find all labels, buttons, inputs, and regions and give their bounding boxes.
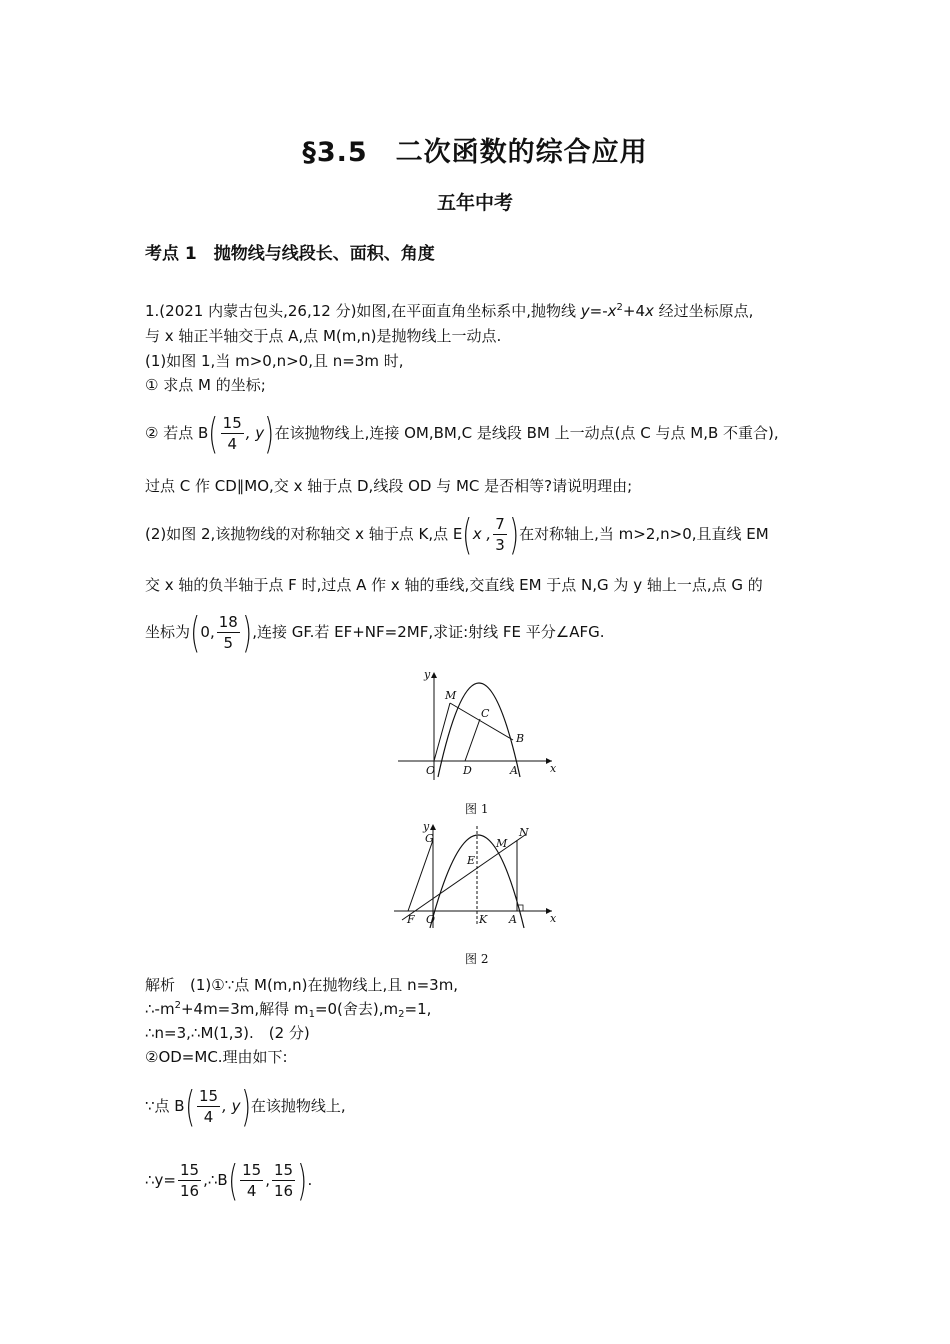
l7-x: x , — [472, 525, 492, 543]
problem-line-1-prefix: 1.(2021 内蒙古包头,26,12 分)如图,在平面直角坐标系中,抛物线 — [145, 302, 581, 320]
fraction-18-5 — [217, 612, 240, 653]
fig1-segment-cd — [465, 719, 480, 761]
frac-den: 5 — [223, 634, 234, 652]
fig1-label-a: A — [510, 764, 518, 777]
s5-tail: , y — [222, 1097, 241, 1115]
frac-den: 4 — [203, 1108, 214, 1126]
subtitle: 五年中考 — [436, 192, 513, 214]
problem-line-3: (1)如图 1,当 m>0,n>0,且 n=3m 时, — [145, 352, 404, 370]
figure-2-caption: 图 2 — [465, 952, 489, 966]
l5-tail: , y — [245, 424, 265, 442]
fraction-15-4 — [240, 1160, 263, 1201]
eq-x: x — [607, 302, 617, 320]
figure-1 — [390, 668, 560, 786]
problem-line-1 — [145, 301, 753, 321]
frac-num: 15 — [273, 1161, 294, 1179]
frac-num: 15 — [242, 1161, 262, 1179]
fraction-15-16 — [178, 1160, 201, 1201]
frac-num: 15 — [222, 414, 242, 432]
s5-pre: ∵点 B — [145, 1097, 185, 1115]
problem-line-1-suffix: 经过坐标原点, — [653, 302, 754, 320]
fig2-label-y: y — [423, 822, 430, 833]
s2-c: =0(舍去),m — [314, 1000, 399, 1018]
paren-close: ) — [240, 1081, 251, 1131]
paren-open: ( — [227, 1155, 238, 1205]
problem-line-9 — [145, 607, 605, 657]
paren-open: ( — [208, 408, 219, 458]
paren-open: ( — [184, 1081, 195, 1131]
fig2-label-k: K — [479, 913, 488, 926]
fig1-label-x: x — [550, 762, 557, 775]
fig1-label-y: y — [424, 668, 431, 681]
fig1-label-c: C — [481, 707, 490, 720]
s6-mid: ,∴B — [203, 1171, 228, 1189]
paren-close: ) — [264, 408, 275, 458]
s2-sup: 2 — [174, 1000, 181, 1011]
section-heading: 考点 1 抛物线与线段长、面积、角度 — [145, 244, 435, 264]
figure-2 — [390, 822, 560, 930]
paren-open: ( — [190, 607, 201, 657]
fig2-label-a: A — [509, 913, 517, 926]
eq-y: y — [580, 302, 590, 320]
frac-num: 18 — [218, 613, 238, 631]
fraction-15-4 — [197, 1086, 220, 1127]
paren-close: ) — [509, 509, 519, 559]
fig2-label-g: G — [425, 832, 434, 845]
fig2-label-o: O — [426, 913, 436, 926]
l7-pre: (2)如图 2,该抛物线的对称轴交 x 轴于点 K,点 E — [145, 525, 463, 543]
fig1-label-d: D — [463, 764, 472, 777]
s2-sub1: 1 — [308, 1009, 315, 1020]
fig1-segment-om — [434, 703, 450, 761]
fraction-15-4 — [221, 413, 244, 454]
l9-pre: 坐标为 — [145, 623, 191, 641]
problem-line-6: 过点 C 作 CD∥MO,交 x 轴于点 D,线段 OD 与 MC 是否相等?请说明理由; — [145, 477, 633, 495]
s2-a: ∴-m — [145, 1000, 175, 1018]
fig2-label-n: N — [519, 826, 529, 839]
fig1-label-o: O — [426, 764, 436, 777]
fig2-label-e: E — [467, 854, 476, 867]
fig2-label-x: x — [550, 912, 557, 925]
fig1-label-m: M — [445, 689, 457, 702]
solution-line-4: ②OD=MC.理由如下: — [145, 1048, 288, 1066]
fraction-7-3 — [493, 514, 507, 555]
fig1-label-b: B — [516, 732, 525, 745]
fraction-15-16 — [272, 1160, 295, 1201]
frac-num: 15 — [199, 1087, 219, 1105]
s2-d: =1, — [404, 1000, 432, 1018]
fig2-y-arrow — [430, 824, 436, 830]
s6-comma: , — [265, 1171, 270, 1189]
l5-post: 在该抛物线上,连接 OM,BM,C 是线段 BM 上一动点(点 C 与点 M,B 不重合), — [274, 424, 779, 442]
paren-open: ( — [462, 509, 473, 559]
eq-tail: +4 — [622, 302, 646, 320]
frac-den: 4 — [246, 1182, 257, 1200]
paren-close: ) — [297, 1155, 308, 1205]
solution-line-5 — [145, 1081, 346, 1131]
eq-sup: 2 — [616, 302, 623, 313]
frac-den: 3 — [495, 536, 505, 554]
fig2-label-f: F — [407, 913, 415, 926]
problem-line-4: ① 求点 M 的坐标; — [145, 376, 266, 394]
frac-num: 15 — [180, 1161, 200, 1179]
solution-line-3: ∴n=3,∴M(1,3). (2 分) — [145, 1024, 310, 1042]
figure-1-caption: 图 1 — [465, 802, 489, 816]
problem-line-8: 交 x 轴的负半轴于点 F 时,过点 A 作 x 轴的垂线,交直线 EM 于点 N,G 为 y 轴上一点,点 G 的 — [145, 576, 763, 594]
s2-b: +4m=3m,解得 m — [180, 1000, 309, 1018]
s2-sub2: 2 — [398, 1009, 405, 1020]
l7-post: 在对称轴上,当 m>2,n>0,且直线 EM — [519, 525, 769, 543]
frac-den: 16 — [180, 1182, 200, 1200]
l9-zero: 0, — [200, 623, 215, 641]
paren-close: ) — [242, 607, 252, 657]
solution-line-1: 解析 (1)①∵点 M(m,n)在抛物线上,且 n=3m, — [145, 976, 459, 994]
problem-line-2: 与 x 轴正半轴交于点 A,点 M(m,n)是抛物线上一动点. — [145, 327, 502, 345]
l9-post: ,连接 GF.若 EF+NF=2MF,求证:射线 FE 平分∠AFG. — [252, 623, 605, 641]
l5-pre: ② 若点 B — [145, 424, 209, 442]
fig1-y-arrow — [431, 672, 437, 678]
s6-pre: ∴y= — [145, 1171, 176, 1189]
s6-post: . — [307, 1171, 313, 1189]
eq-x2: x — [645, 302, 654, 320]
solution-line-2 — [145, 999, 431, 1019]
frac-den: 4 — [227, 435, 237, 453]
frac-den: 16 — [273, 1182, 294, 1200]
eq-mid: =- — [589, 302, 608, 320]
fig2-segment-gf — [408, 840, 433, 911]
problem-line-7 — [145, 509, 769, 559]
s5-post: 在该抛物线上, — [250, 1097, 346, 1115]
frac-num: 7 — [495, 515, 505, 533]
solution-line-6 — [145, 1155, 313, 1205]
page-title: §3.5 二次函数的综合应用 — [302, 137, 648, 168]
problem-line-5 — [145, 408, 779, 458]
fig2-label-m: M — [496, 837, 508, 850]
